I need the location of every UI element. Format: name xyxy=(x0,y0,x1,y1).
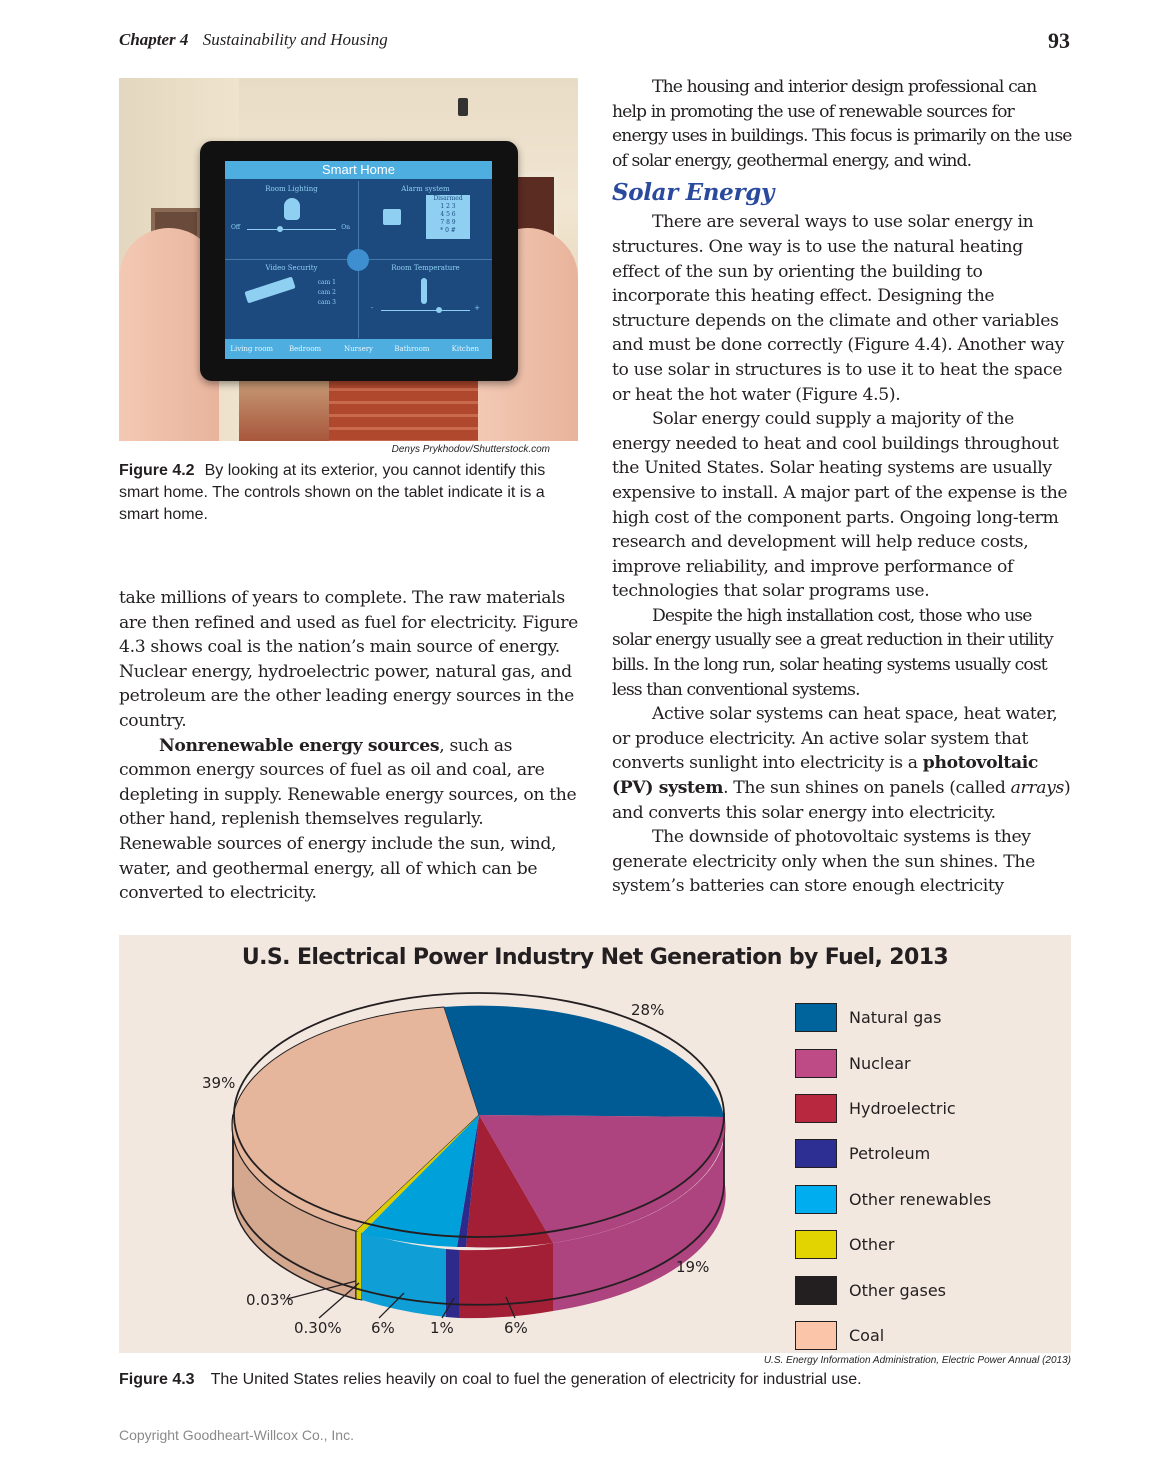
legend-item-other-renewables xyxy=(795,1177,991,1222)
security-camera-icon xyxy=(244,277,295,304)
lighting-slider xyxy=(231,224,350,231)
smart-home-photo xyxy=(119,78,578,441)
camera-toggles xyxy=(318,278,336,308)
legend-label: Other renewables xyxy=(849,1189,992,1209)
legend-label: Petroleum xyxy=(849,1144,931,1164)
photo-credit: Denys Prykhodov/Shutterstock.com xyxy=(391,444,550,455)
caption-text: By looking at its exterior, you cannot identify this smart home. The controls shown on the tablet indicate it is a smart home. xyxy=(119,462,546,523)
other-pct: 0.30% xyxy=(294,1319,342,1337)
chart-title: U.S. Electrical Power Industry Net Generation by Fuel, 2013 xyxy=(241,945,949,970)
legend-item-other xyxy=(795,1222,991,1267)
figure-4-2-caption xyxy=(119,460,579,526)
chart-legend xyxy=(795,995,991,1358)
paragraph-text: , such as common energy sources of fuel as oil and coal, are depleting in supply. Renewable energy sources, on the other hand, replenish themselves regularly. Renewable sources of energy include the sun, wind, water, and geothermal energy, all of which can be converted to electricity. xyxy=(119,735,577,904)
legend-item-natural-gas xyxy=(795,995,991,1040)
key-term: Nonrenewable energy sources xyxy=(159,735,440,756)
slider-knob xyxy=(436,307,442,313)
room-tab: Bedroom xyxy=(289,345,322,353)
paragraph-text: ) and converts this solar energy into electricity. xyxy=(612,778,1071,823)
paragraph: The housing and interior design professional can help in promoting the use of renewable sources for energy uses in buildings. This focus is primarily on the use of solar energy, geothermal energy, and wind. xyxy=(612,77,1072,171)
minus-label: - xyxy=(371,304,374,312)
legend-label: Hydroelectric xyxy=(849,1098,956,1118)
section-heading: Solar Energy xyxy=(612,179,774,207)
swatch xyxy=(795,1185,837,1214)
legend-label: Coal xyxy=(849,1325,885,1345)
hydroelectric-side xyxy=(459,1243,553,1318)
home-icon xyxy=(347,249,369,271)
legend-label: Other xyxy=(849,1235,895,1255)
tablet-device xyxy=(200,141,518,381)
swatch xyxy=(795,1003,837,1032)
legend-label: Natural gas xyxy=(849,1008,942,1028)
chart-source: U.S. Energy Information Administration, Electric Power Annual (2013) xyxy=(763,1355,1071,1366)
alarm-status: Disarmed xyxy=(433,195,463,202)
left-column xyxy=(119,586,579,906)
unlocked-padlock-icon xyxy=(383,209,401,225)
tablet-screen xyxy=(225,161,492,359)
running-head xyxy=(119,30,388,50)
swatch xyxy=(795,1276,837,1305)
cam-toggle: cam 3 xyxy=(317,299,336,306)
cam-toggle: cam 2 xyxy=(317,289,336,296)
video-security-panel xyxy=(225,260,359,338)
legend-item-other-gases xyxy=(795,1267,991,1312)
slider-on-label: On xyxy=(341,224,350,231)
legend-label: Nuclear xyxy=(849,1053,911,1073)
swatch xyxy=(795,1049,837,1078)
lightbulb-icon xyxy=(284,198,300,220)
room-tab: Kitchen xyxy=(451,345,480,353)
panel-label: Room Lighting xyxy=(265,185,318,193)
other-gases-pct: 0.03% xyxy=(246,1291,294,1309)
temperature-slider xyxy=(371,304,480,312)
screen-title: Smart Home xyxy=(225,161,492,179)
paragraph: There are several ways to use solar energy in structures. One way is to use the natural heating effect of the sun by orienting the building to incorporate this heating effect. Designing the structure depends on the climate and other variables and must be done correctly (Figure 4.4). Another way to use solar in structures is to use it to heat the space or heat the hot water (Figure 4.5). xyxy=(612,212,1064,405)
room-temperature-panel xyxy=(359,260,492,338)
panel-label: Video Security xyxy=(265,264,318,272)
room-lighting-panel xyxy=(225,181,359,260)
paragraph-text: . The sun shines on panels (called xyxy=(723,778,1011,799)
panel-label: Room Temperature xyxy=(391,264,460,272)
caption-text: The United States relies heavily on coal to fuel the generation of electricity for industrial use. xyxy=(210,1371,862,1388)
chapter-title: Sustainability and Housing xyxy=(202,30,388,49)
legend-item-nuclear xyxy=(795,1040,991,1085)
porch-lamp xyxy=(458,98,468,116)
slider-knob xyxy=(277,226,283,232)
nuclear-pct: 19% xyxy=(676,1258,710,1276)
thermometer-icon xyxy=(421,278,427,304)
italic-term: arrays xyxy=(1010,778,1064,799)
room-tab: Nursery xyxy=(344,345,374,353)
alarm-keypad: Disarmed 1 2 3 4 5 6 7 8 9 * 0 # xyxy=(426,195,470,239)
paragraph xyxy=(119,734,579,906)
legend-item-hydroelectric xyxy=(795,1086,991,1131)
page-number: 93 xyxy=(1048,28,1070,53)
legend-label: Other gases xyxy=(849,1280,946,1300)
room-tabs xyxy=(225,339,492,359)
paragraph: Solar energy could supply a majority of the energy needed to heat and cool buildings throughout the United States. Solar heating systems are usually expensive to install. A major part of the expense is the high cost of the component parts. Ongoing long-term research and development will help reduce costs, improve reliability, and improve performance of technologies that solar programs use. xyxy=(612,409,1068,602)
legend-item-petroleum xyxy=(795,1131,991,1176)
paragraph: Despite the high installation cost, those who use solar energy usually see a great reduction in their utility bills. In the long run, solar heating systems usually cost less than conventional systems. xyxy=(612,605,1053,700)
paragraph xyxy=(612,702,1072,825)
natural-gas-pct: 28% xyxy=(631,1001,665,1019)
swatch xyxy=(795,1094,837,1123)
plus-label: + xyxy=(474,304,480,312)
room-tab: Living room xyxy=(230,345,274,353)
figure-4-3-caption xyxy=(119,1371,862,1389)
swatch xyxy=(795,1321,837,1350)
paragraph: The downside of photovoltaic systems is they generate electricity only when the sun shines. The system’s batteries can store enough electricity xyxy=(612,827,1035,897)
paragraph-text: Active solar systems can heat space, heat water, or produce electricity. An active solar system that converts sunlight into electricity is a xyxy=(612,704,1058,774)
key-term: photovoltaic (PV) system xyxy=(612,753,1039,799)
alarm-system-panel xyxy=(359,181,492,260)
swatch xyxy=(795,1139,837,1168)
coal-pct: 39% xyxy=(202,1074,236,1092)
panel-label: Alarm system xyxy=(401,185,450,193)
hydroelectric-pct: 6% xyxy=(504,1319,528,1337)
swatch xyxy=(795,1230,837,1259)
other-renewables-pct: 6% xyxy=(371,1319,395,1337)
copyright-footer: Copyright Goodheart-Willcox Co., Inc. xyxy=(119,1427,354,1443)
caption-label: Figure 4.3 xyxy=(119,1371,195,1388)
slider-off-label: Off xyxy=(231,224,241,231)
natural-gas-slice xyxy=(444,1006,724,1117)
petroleum-pct: 1% xyxy=(430,1319,454,1337)
room-tab: Bathroom xyxy=(394,345,430,353)
cam-toggle: cam 1 xyxy=(317,279,336,286)
legend-item-coal xyxy=(795,1313,991,1358)
chapter-label: Chapter 4 xyxy=(119,30,189,49)
right-column xyxy=(612,75,1072,899)
paragraph: take millions of years to complete. The raw materials are then refined and used as fuel for electricity. Figure 4.3 shows coal is the nation’s main source of energy. Nuclear energy, hydroelectric power, natural gas, and petroleum are the other leading energy sources in the country. xyxy=(119,588,578,731)
figure-4-3-chart xyxy=(119,935,1071,1353)
caption-label: Figure 4.2 xyxy=(119,462,195,479)
